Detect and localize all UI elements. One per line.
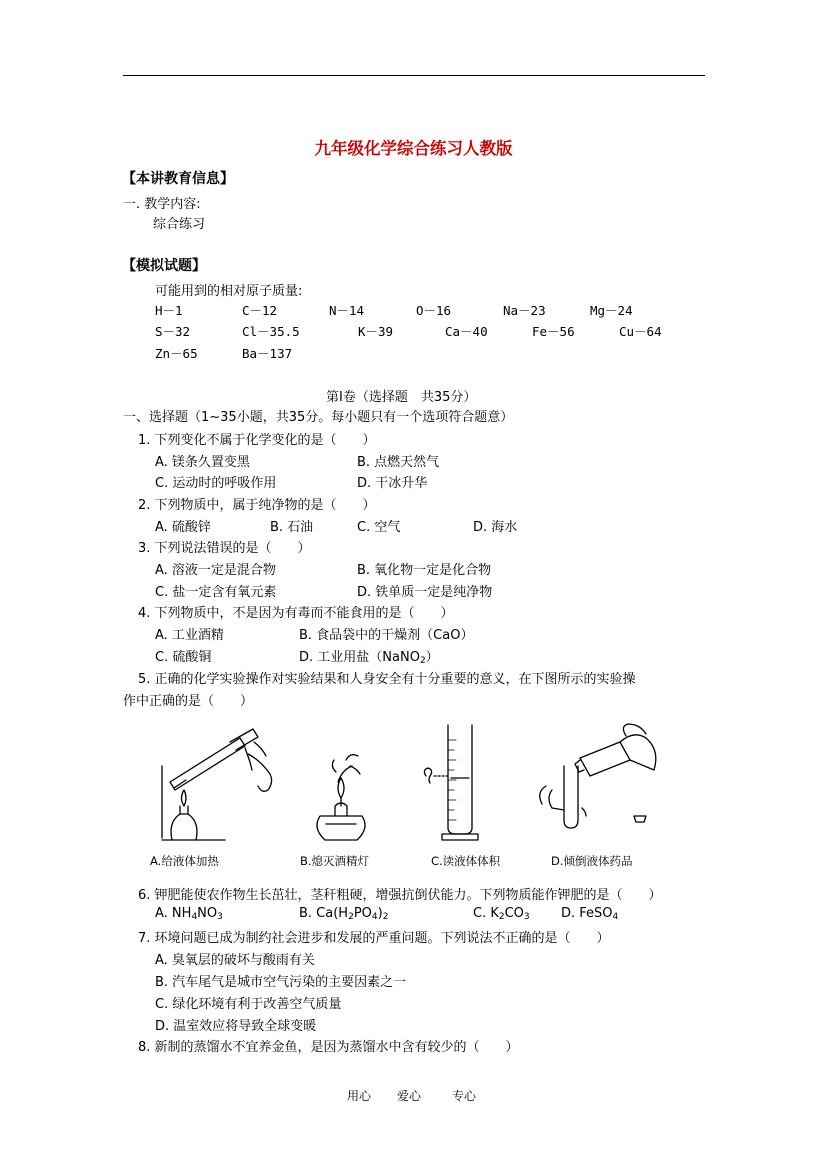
atomic-mass: Cl－35.5 bbox=[242, 324, 300, 339]
heating-liquid-illustration bbox=[162, 729, 272, 840]
option-7c: C. 绿化环境有利于改善空气质量 bbox=[155, 997, 342, 1012]
option-7b: B. 汽车尾气是城市空气污染的主要因素之一 bbox=[155, 975, 407, 990]
section-instructions: 一、选择题（1~35小题，共35分。每小题只有一个选项符合题意） bbox=[123, 410, 514, 425]
atomic-mass: C－12 bbox=[242, 303, 278, 318]
atomic-mass: Ba－137 bbox=[242, 346, 293, 361]
option-2b: B. 石油 bbox=[270, 520, 314, 535]
atomic-mass: Fe－56 bbox=[532, 324, 575, 339]
atomic-mass: K－39 bbox=[358, 324, 394, 339]
option-2c: C. 空气 bbox=[357, 520, 401, 535]
figure-caption-b: B.熄灭酒精灯 bbox=[300, 854, 370, 868]
option-6a: A. $NH_4NO_3$ bbox=[155, 906, 223, 922]
figure-caption-d: D.倾倒液体药品 bbox=[551, 854, 633, 868]
option-4b: B. 食品袋中的干燥剂（CaO） bbox=[299, 628, 474, 643]
option-6d: D. FeSO$_4$ bbox=[561, 906, 619, 922]
question-7: 7. 环境问题已成为制约社会进步和发展的严重问题。下列说法不正确的是（ ） bbox=[138, 931, 610, 946]
atomic-mass: N－14 bbox=[329, 303, 365, 318]
question-1: 1. 下列变化不属于化学变化的是（ ） bbox=[138, 433, 376, 448]
option-3d: D. 铁单质一定是纯净物 bbox=[357, 585, 493, 600]
option-1a: A. 镁条久置变黑 bbox=[155, 455, 250, 470]
pouring-liquid-illustration bbox=[540, 724, 656, 828]
option-2a: A. 硫酸锌 bbox=[155, 520, 211, 535]
option-4a: A. 工业酒精 bbox=[155, 628, 224, 643]
question-2: 2. 下列物质中，属于纯净物的是（ ） bbox=[138, 498, 376, 513]
figure-caption-c: C.读液体体积 bbox=[431, 854, 501, 868]
option-3b: B. 氧化物一定是化合物 bbox=[357, 563, 492, 578]
question-4: 4. 下列物质中，不是因为有毒而不能食用的是（ ） bbox=[138, 606, 454, 621]
footer-text-3: 专心 bbox=[452, 1089, 477, 1103]
option-7d: D. 温室效应将导致全球变暖 bbox=[155, 1019, 317, 1034]
option-6b: B. $Ca(H_2PO_4)_2$ bbox=[299, 906, 389, 922]
option-7a: A. 臭氧层的破坏与酸雨有关 bbox=[155, 953, 315, 968]
option-4d: D. 工业用盐（NaNO$_2$） bbox=[299, 650, 439, 666]
option-6c: C. $K_2CO_3$ bbox=[473, 906, 530, 922]
alcohol-lamp-illustration bbox=[317, 755, 365, 840]
section-heading-info: 【本讲教育信息】 bbox=[122, 171, 234, 187]
atomic-mass: O－16 bbox=[416, 303, 452, 318]
lab-operations-figure bbox=[150, 720, 670, 845]
header-rule bbox=[123, 75, 705, 76]
atomic-mass: S－32 bbox=[155, 324, 191, 339]
question-5-line-2: 作中正确的是（ ） bbox=[123, 694, 254, 709]
option-1b: B. 点燃天然气 bbox=[357, 455, 440, 470]
question-6: 6. 钾肥能使农作物生长茁壮，茎秆粗硬，增强抗倒伏能力。下列物质能作钾肥的是（ ） bbox=[138, 888, 662, 903]
atomic-mass: Zn－65 bbox=[155, 346, 198, 361]
figure-caption-a: A.给液体加热 bbox=[150, 854, 219, 868]
content-label: 一. 教学内容: bbox=[123, 197, 201, 212]
option-2d: D. 海水 bbox=[473, 520, 518, 535]
section-heading-sim: 【模拟试题】 bbox=[122, 258, 206, 274]
question-5-line-1: 5. 正确的化学实验操作对实验结果和人身安全有十分重要的意义，在下图所示的实验操 bbox=[138, 672, 636, 687]
atomic-mass: Mg－24 bbox=[590, 303, 633, 318]
option-1d: D. 干冰升华 bbox=[357, 476, 428, 491]
footer-text-1: 用心 bbox=[347, 1089, 372, 1103]
option-4c: C. 硫酸铜 bbox=[155, 650, 212, 665]
option-3c: C. 盐一定含有氧元素 bbox=[155, 585, 277, 600]
footer-text-2: 爱心 bbox=[397, 1089, 422, 1103]
atomic-mass: Cu－64 bbox=[619, 324, 662, 339]
question-8: 8. 新制的蒸馏水不宜养金鱼，是因为蒸馏水中含有较少的（ ） bbox=[138, 1040, 519, 1055]
atomic-mass: Na－23 bbox=[503, 303, 546, 318]
graduated-cylinder-illustration bbox=[424, 725, 478, 840]
content-value: 综合练习 bbox=[153, 217, 206, 232]
option-1c: C. 运动时的呼吸作用 bbox=[155, 476, 277, 491]
atomic-mass: Ca－40 bbox=[445, 324, 488, 339]
page-title: 九年级化学综合练习人教版 bbox=[314, 139, 513, 158]
volume-heading: 第Ⅰ卷（选择题 共35分） bbox=[326, 390, 477, 405]
question-3: 3. 下列说法错误的是（ ） bbox=[138, 541, 311, 556]
option-3a: A. 溶液一定是混合物 bbox=[155, 563, 276, 578]
atomic-mass: H－1 bbox=[155, 303, 183, 318]
atomic-mass-intro: 可能用到的相对原子质量: bbox=[155, 284, 303, 299]
